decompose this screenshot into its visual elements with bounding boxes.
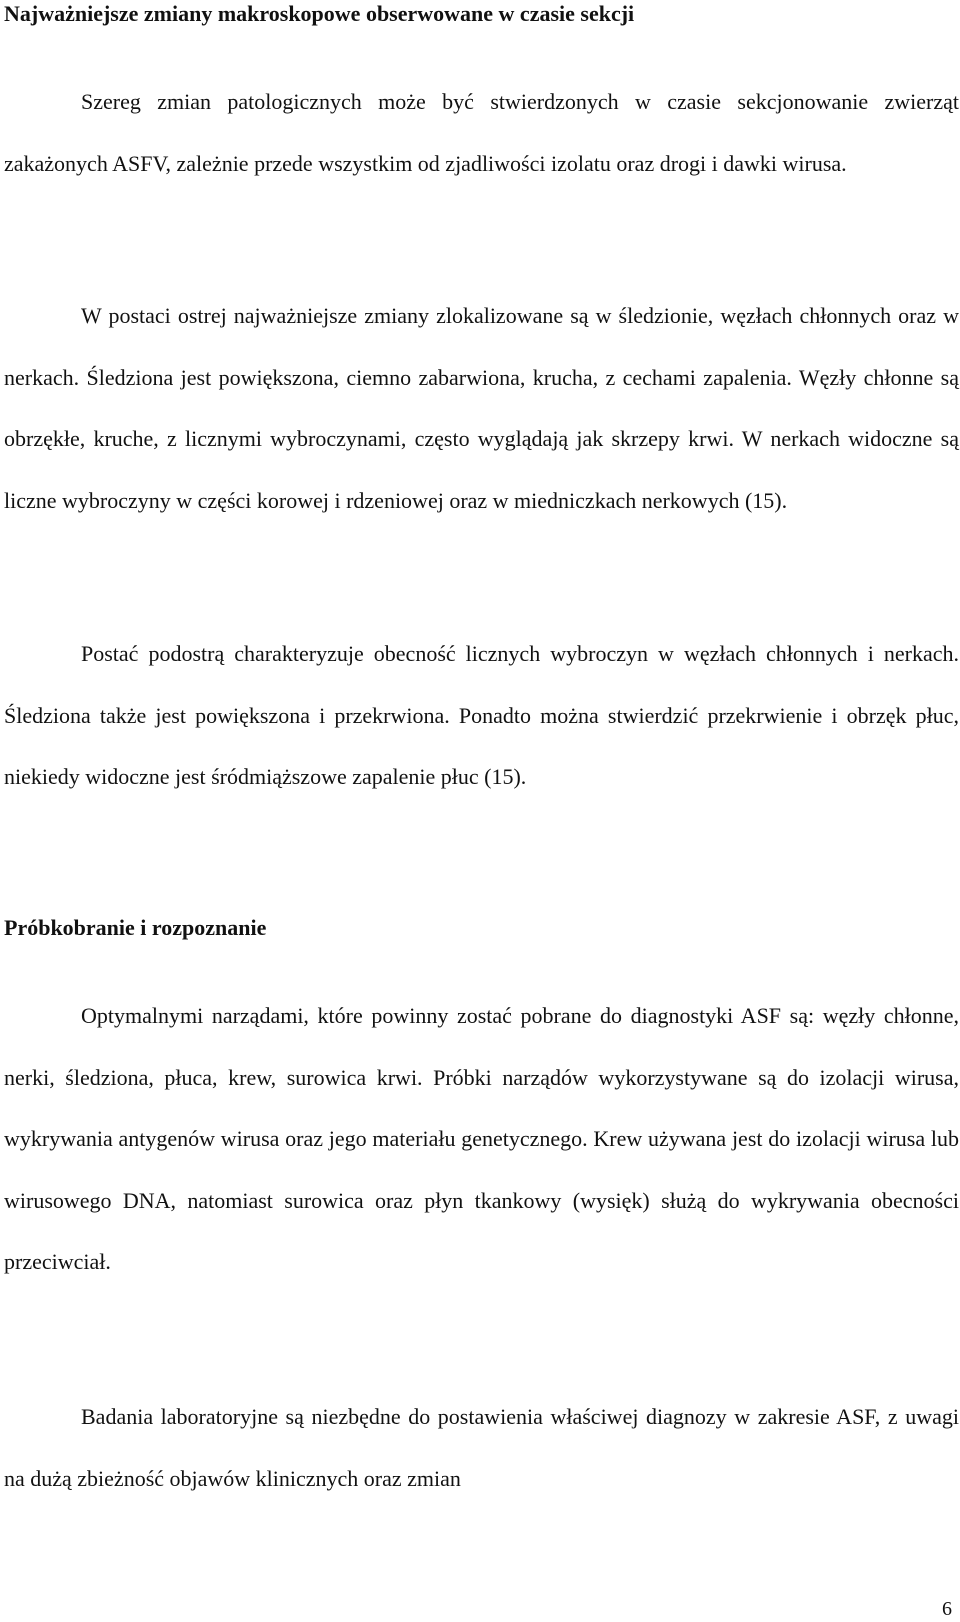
paragraph-intro: Szereg zmian patologicznych może być stwierdzonych w czasie sekcjonowanie zwierząt zakażonych ASFV, zależnie przede wszystkim od zjadliwości izolatu oraz drogi i dawki wirusa.: [4, 89, 959, 176]
paragraph-optimal-organs: Optymalnymi narządami, które powinny zostać pobrane do diagnostyki ASF są: węzły chłonne, nerki, śledziona, płuca, krew, surowica krwi. Próbki narządów wykorzystywane są do izolacji wirusa, wykrywania antygenów wirusa oraz jego materiału genetycznego. Krew używana jest do izolacji wirusa lub wirusowego DNA, natomiast surowica oraz płyn tkankowy (wysięk) służą do wykrywania obecności przeciwciał.: [4, 1003, 959, 1274]
paragraph-subacute-form: Postać podostrą charakteryzuje obecność licznych wybroczyn w węzłach chłonnych i nerkach. Śledziona także jest powiększona i przekrwiona. Ponadto można stwierdzić przekrwienie i obrzęk płuc, niekiedy widoczne jest śródmiąższowe zapalenie płuc (15).: [4, 641, 959, 789]
paragraph-laboratory-tests: Badania laboratoryjne są niezbędne do postawienia właściwej diagnozy w zakresie ASF, z uwagi na dużą zbieżność objawów klinicznych oraz zmian: [4, 1404, 959, 1491]
paragraph-acute-form: W postaci ostrej najważniejsze zmiany zlokalizowane są w śledzionie, węzłach chłonnych oraz w nerkach. Śledziona jest powiększona, ciemno zabarwiona, krucha, z cechami zapalenia. Węzły chłonne są obrzękłe, kruche, z licznymi wybroczynami, często wyglądają jak skrzepy krwi. W nerkach widoczne są liczne wybroczyny w części korowej i rdzeniowej oraz w miedniczkach nerkowych (15).: [4, 303, 959, 513]
section-heading-macroscopic-changes: Najważniejsze zmiany makroskopowe obserwowane w czasie sekcji: [4, 1, 635, 26]
page-number: 6: [942, 1598, 952, 1620]
section-heading-sampling-diagnosis: Próbkobranie i rozpoznanie: [4, 915, 267, 940]
